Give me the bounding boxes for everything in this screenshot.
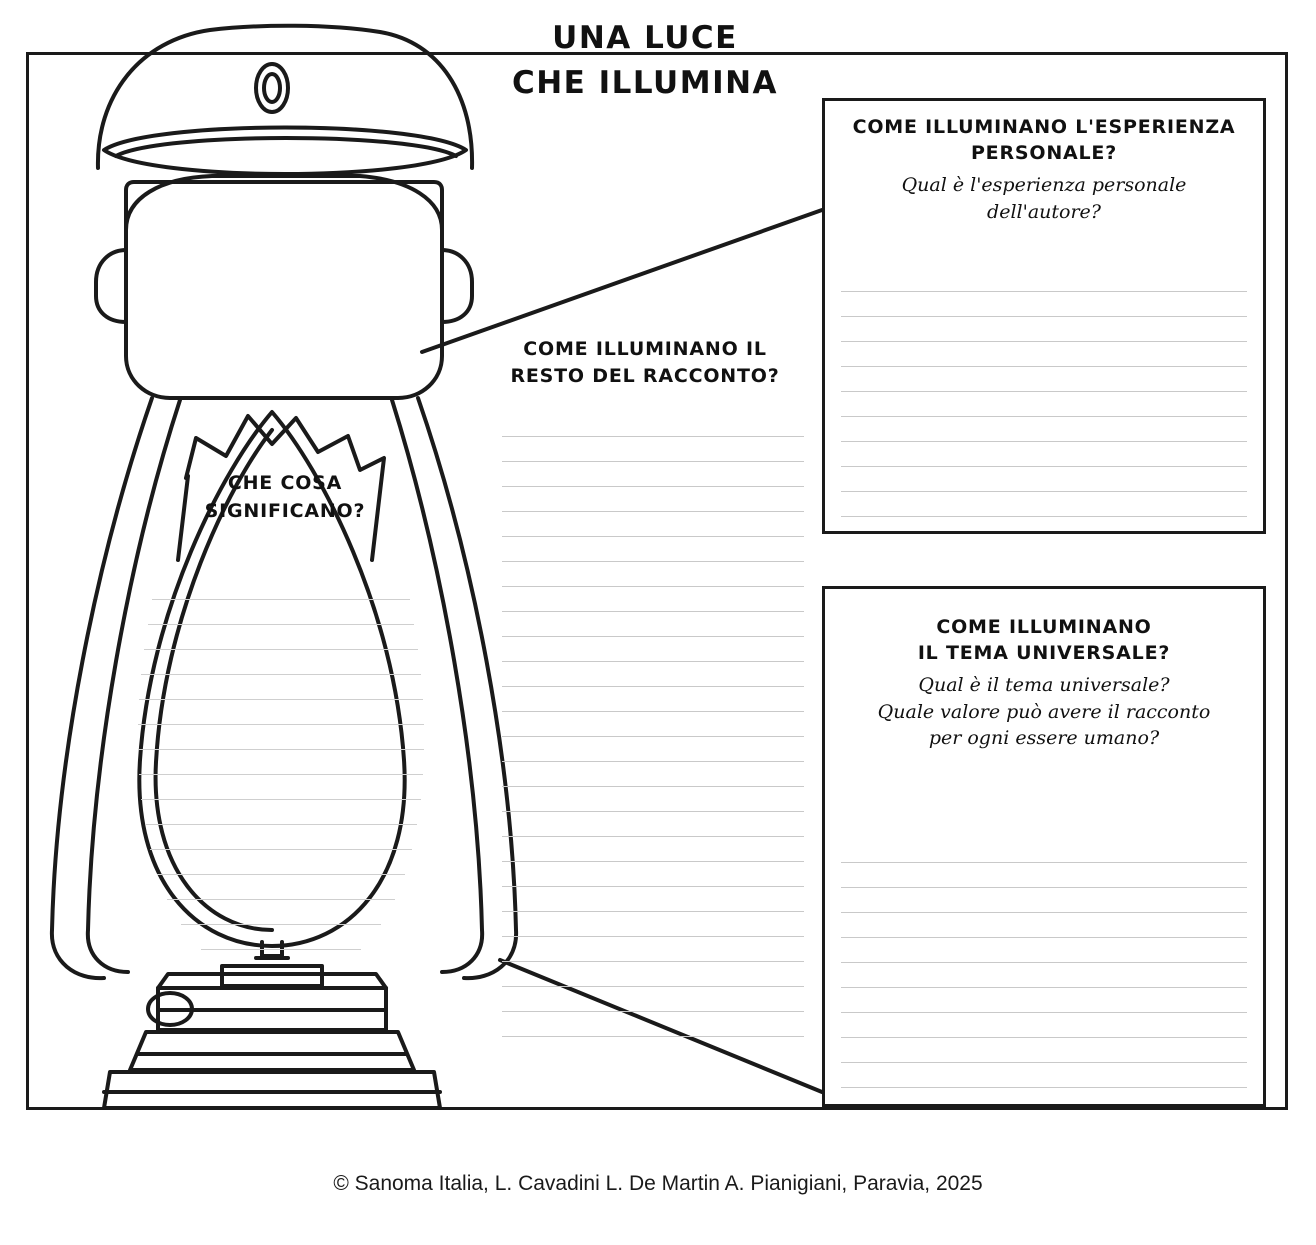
label-che-cosa-significano-line1: CHE COSA (227, 472, 343, 494)
box1-heading-line1: COME ILLUMINANO L'ESPERIENZA (852, 116, 1236, 138)
box-tema-universale-heading (825, 589, 1263, 752)
box2-heading-line1: COME ILLUMINANO (936, 616, 1152, 638)
label-resto-del-racconto (500, 336, 790, 389)
page-title (500, 16, 790, 106)
box1-subtitle-line2: dell'autore? (987, 200, 1101, 223)
copyright-footer: © Sanoma Italia, L. Cavadini L. De Martin A. Pianigiani, Paravia, 2025 (333, 1172, 983, 1195)
box2-subtitle-line3: per ogni essere umano? (928, 727, 1160, 750)
box2-answer-field[interactable] (825, 838, 1263, 1088)
box2-subtitle-line2: Quale valore può avere il racconto (877, 700, 1211, 723)
box-esperienza-personale (822, 98, 1266, 534)
lantern-answer-field[interactable] (152, 575, 410, 935)
label-resto-line1: COME ILLUMINANO IL (523, 338, 767, 360)
label-resto-line2: RESTO DEL RACCONTO? (510, 364, 780, 387)
page-title-line1: UNA LUCE (552, 20, 738, 56)
page-title-line2: CHE ILLUMINA (511, 64, 779, 101)
box2-heading-line2: IL TEMA UNIVERSALE? (917, 641, 1171, 664)
box2-subtitle-line1: Qual è il tema universale? (918, 674, 1170, 697)
label-che-cosa-significano-line2: SIGNIFICANO? (204, 499, 366, 522)
box-tema-universale (822, 586, 1266, 1107)
box1-heading-line2: PERSONALE? (970, 141, 1118, 164)
box1-answer-field[interactable] (825, 267, 1263, 517)
box1-subtitle-line1: Qual è l'esperienza personale (901, 174, 1187, 197)
box-esperienza-personale-heading (825, 101, 1263, 225)
label-che-cosa-significano (170, 470, 400, 525)
middle-answer-field[interactable] (502, 412, 804, 1012)
